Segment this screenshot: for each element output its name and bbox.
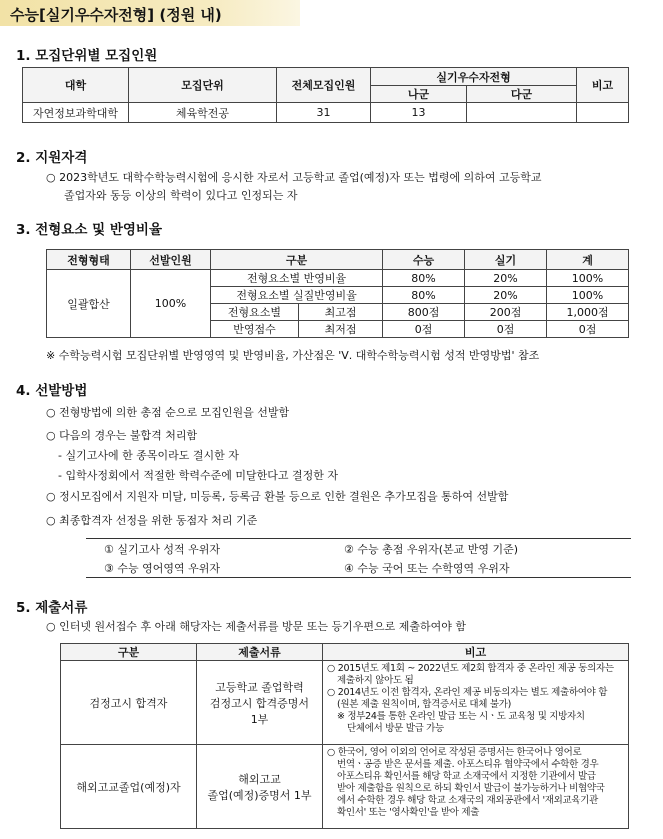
cell-div: 검정고시 합격자 xyxy=(61,661,197,745)
tiebreak-rule: ④ 수능 국어 또는 수학영역 우위자 xyxy=(344,562,510,575)
tiebreak-box xyxy=(86,538,631,578)
col-da: 다군 xyxy=(467,86,577,103)
col-total: 전체모집인원 xyxy=(277,68,371,103)
col-college: 대학 xyxy=(23,68,129,103)
section-heading-ratio: 3. 전형요소 및 반영비율 xyxy=(16,222,162,238)
cell-type: 일괄합산 xyxy=(47,270,131,338)
cell-total: 31 xyxy=(277,103,371,123)
cell-note xyxy=(323,661,629,745)
section-heading-eligibility: 2. 지원자격 xyxy=(16,150,88,166)
note-line: (원본 제출 원칙이며, 합격증서로 대체 불가) xyxy=(337,699,512,710)
selection-line: - 실기고사에 한 종목이라도 결시한 자 xyxy=(58,449,239,462)
recruitment-table xyxy=(22,67,629,123)
score-group-label: 전형요소별 xyxy=(211,304,299,321)
cell-value: 800점 xyxy=(383,304,465,321)
section-heading-selection: 4. 선발방법 xyxy=(16,383,88,399)
cell-value: 100% xyxy=(547,270,629,287)
doc-line: 해외고교 xyxy=(238,772,281,786)
cell-ratio: 100% xyxy=(131,270,211,338)
note-line: 제출하지 않아도 됨 xyxy=(337,675,414,686)
cell-value: 1,000점 xyxy=(547,304,629,321)
cell-doc xyxy=(197,661,323,745)
row-label: 전형요소별 실질반영비율 xyxy=(211,287,383,304)
min-label: 최저점 xyxy=(299,321,383,338)
note-line: 아포스티유 확인서를 해당 학교 소재국에서 지정한 기관에서 발급 xyxy=(337,771,596,782)
doc-line: 검정고시 합격증명서 xyxy=(209,696,310,710)
row-label: 전형요소별 반영비율 xyxy=(211,270,383,287)
page-title: 수능[실기우수자전형] (정원 내) xyxy=(0,0,300,26)
col-unit: 모집단위 xyxy=(129,68,277,103)
tiebreak-rule: ② 수능 총점 우위자(본교 반영 기준) xyxy=(344,543,519,556)
cell-unit: 체육학전공 xyxy=(129,103,277,123)
documents-intro: ○ 인터넷 원서접수 후 아래 해당자는 제출서류를 방문 또는 등기우편으로 제출하여야 함 xyxy=(46,620,466,633)
col-type: 전형형태 xyxy=(47,250,131,270)
cell-value: 0점 xyxy=(465,321,547,338)
cell-value: 0점 xyxy=(383,321,465,338)
col-suneung: 수능 xyxy=(383,250,465,270)
cell-da xyxy=(467,103,577,123)
note-line: ○ 2015년도 제1회 ~ 2022년도 제2회 합격자 중 온라인 제공 동의자는 xyxy=(327,663,614,674)
cell-div: 해외고교졸업(예정)자 xyxy=(61,745,197,829)
cell-college: 자연정보과학대학 xyxy=(23,103,129,123)
cell-note xyxy=(323,745,629,829)
cell-value: 0점 xyxy=(547,321,629,338)
ratio-table xyxy=(46,249,629,338)
selection-line: - 입학사정회에서 적절한 학력수준에 미달한다고 결정한 자 xyxy=(58,469,338,482)
note-line: ※ 정부24를 통한 온라인 발급 또는 시ㆍ도 교육청 및 지방자치 xyxy=(337,711,585,722)
eligibility-line-2: 졸업자와 동등 이상의 학력이 있다고 인정되는 자 xyxy=(64,189,298,202)
tiebreak-rule: ③ 수능 영어영역 우위자 xyxy=(104,562,220,575)
eligibility-line-1: ○ 2023학년도 대학수학능력시험에 응시한 자로서 고등학교 졸업(예정)자 또는 법령에 의하여 고등학교 xyxy=(46,171,542,184)
selection-line: ○ 전형방법에 의한 총점 순으로 모집인원을 선발함 xyxy=(46,406,290,419)
cell-value: 80% xyxy=(383,287,465,304)
cell-value: 80% xyxy=(383,270,465,287)
doc-line: 고등학교 졸업학력 xyxy=(215,680,304,694)
col-silgi: 실기 xyxy=(465,250,547,270)
section-heading-recruitment: 1. 모집단위별 모집인원 xyxy=(16,48,158,64)
table-row xyxy=(23,103,629,123)
cell-value: 20% xyxy=(465,270,547,287)
note-line: 번역ㆍ공증 받은 문서를 제출. 아포스티유 협약국에서 수학한 경우 xyxy=(337,759,599,770)
doc-line: 1부 xyxy=(250,712,269,726)
col-note: 비고 xyxy=(577,68,629,103)
col-group: 실기우수자전형 xyxy=(371,68,577,86)
cell-value: 100% xyxy=(547,287,629,304)
table-row xyxy=(61,661,629,745)
cell-value: 20% xyxy=(465,287,547,304)
selection-line: ○ 최종합격자 선정을 위한 동점자 처리 기준 xyxy=(46,514,258,527)
tiebreak-rule: ① 실기고사 성적 우위자 xyxy=(104,543,220,556)
note-line: ○ 한국어, 영어 이외의 언어로 작성된 증명서는 한국어나 영어로 xyxy=(327,747,582,758)
table-row xyxy=(61,745,629,829)
selection-line: ○ 다음의 경우는 불합격 처리함 xyxy=(46,429,198,442)
col-doc: 제출서류 xyxy=(197,644,323,661)
max-label: 최고점 xyxy=(299,304,383,321)
cell-doc xyxy=(197,745,323,829)
note-line: 에서 수학한 경우 해당 학교 소재국의 재외공관에서 '재외교육기관 xyxy=(337,795,599,806)
note-line: ○ 2014년도 이전 합격자, 온라인 제공 비동의자는 별도 제출하여야 함 xyxy=(327,687,608,698)
cell-note xyxy=(577,103,629,123)
col-note: 비고 xyxy=(323,644,629,661)
col-div: 구분 xyxy=(61,644,197,661)
selection-line: ○ 정시모집에서 지원자 미달, 미등록, 등록금 환불 등으로 인한 결원은 추가모집을 통하여 선발함 xyxy=(46,490,509,503)
ratio-footnote: ※ 수학능력시험 모집단위별 반영영역 및 반영비율, 가산점은 'Ⅴ. 대학수학능력시험 성적 반영방법' 참조 xyxy=(46,349,540,362)
doc-line: 졸업(예정)증명서 1부 xyxy=(207,788,312,802)
section-heading-documents: 5. 제출서류 xyxy=(16,600,88,616)
col-ratio: 선발인원 xyxy=(131,250,211,270)
col-na: 나군 xyxy=(371,86,467,103)
cell-na: 13 xyxy=(371,103,467,123)
note-line: 받아 제출함을 원칙으로 하되 확인서 발급이 불가능하거나 비협약국 xyxy=(337,783,605,794)
col-sum: 계 xyxy=(547,250,629,270)
note-line: 단체에서 방문 발급 가능 xyxy=(347,723,444,734)
note-line: 확인서' 또는 '영사확인'을 받아 제출 xyxy=(337,807,480,818)
col-div: 구분 xyxy=(211,250,383,270)
documents-table xyxy=(60,643,629,829)
score-group-label: 반영점수 xyxy=(211,321,299,338)
cell-value: 200점 xyxy=(465,304,547,321)
